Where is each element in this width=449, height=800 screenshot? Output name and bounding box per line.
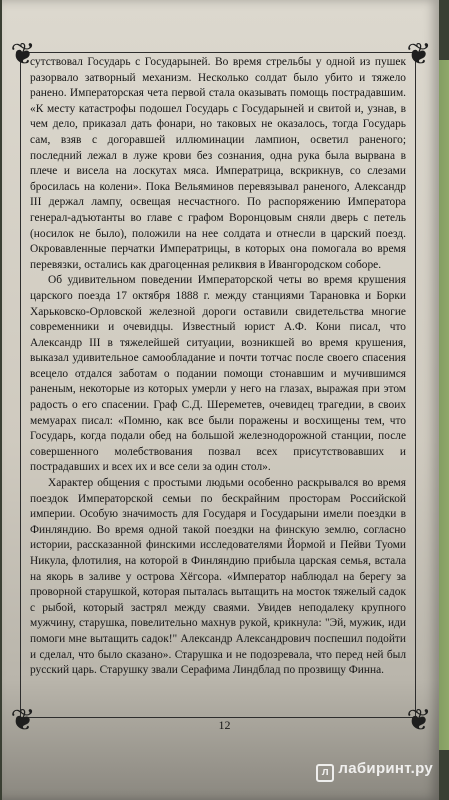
page-number: 12 xyxy=(218,718,231,732)
corner-ornament-icon: ❦ xyxy=(10,38,36,71)
corner-ornament-icon: ❦ xyxy=(10,704,36,737)
book-page xyxy=(2,0,439,800)
labirint-logo-icon: л xyxy=(316,764,334,782)
body-text xyxy=(30,55,406,679)
paragraph: Об удивительном поведении Императорской четы во время крушения царского поезда 17 октября 1888 г. между станциями Тарановка и Борки Харьковско-Орловской железной дороги оставили свидетельства многие современники и очевидцы. Известный юрист А.Ф. Кони писал, что Александр III в тяжелейшей ситуации, возникшей во время крушения, выказал удивительное самообладание и почти тотчас после своего спасения всецело отдался заботам о подании помощи стонавшим и мучившимся раненым, некоторые из которых умерли у него на глазах, выражая при этом радость о его спасении. Граф С.Д. Шереметев, очевидец трагедии, в своих мемуарах писал: «Помню, как все были поражены и восхищены тем, что Государь, когда подали обед на большой железнодорожной станции, после совершенного молебствования позвал всех присутствовавших и пострадавших и всех их и все сели за один стол». xyxy=(30,274,406,474)
watermark xyxy=(316,760,433,782)
corner-ornament-icon: ❦ xyxy=(406,704,432,737)
corner-ornament-icon: ❦ xyxy=(406,38,432,71)
paragraph: Характер общения с простыми людьми особенно раскрывался во время поездок Императорской семьи по бескрайним просторам Российской империи. Особую значимость для Государя и Государыни имели поездки в Финляндию. Во время одной такой поездки на финскую землю, согласно истории, рассказанной финскими исследователями Йормой и Пейви Туоми Никула, флотилия, на которой в Финляндию прибыла царская семья, встала на якорь в заливе у острова Хёгсора. «Император наблюдал на берегу за проворной старушкой, которая пыталась вытащить на мосток тяжелый садок с рыбой, который застрял между сваями. Увидев неподалеку крупного мужчину, старушка, повелительно махнув рукой, крикнула: "Эй, мужик, иди помоги мне вытащить садок!" Александр Александрович поспешил подойти и сделал, что было сказано». Старушка и не подозревала, что перед ней был русский царь. Старушку звали Серафима Линдблад по прозвищу Финна. xyxy=(30,477,406,677)
paragraph: сутствовал Государь с Государыней. Во время стрельбы у одной из пушек разорвало затворный механизм. Несколько солдат было убито и тяжело ранено. Императорская чета первой стала оказывать помощь пострадавшим. «К месту катастрофы подошел Государь с Государыней и свитой и, узнав, в чем дело, приказал дать фонари, но таковых не оказалось, тогда Государь сам, взяв с догоравшей иллюминации лампион, осветил раненого; последний лежал в луже крови без сознания, одна рука была вырвана в плече и висела на лоскутах мяса. Императрица, вскрикнув, со слезами бросилась на колени». Пока Вельяминов перевязывал раненого, Александр III держал лампу, освещая несчастного. По распоряжению Императора генерал-адъютанты во главе с графом Воронцовым сняли дверь с петель (носилок не было), положили на нее солдата и отнесли в царский поезд. Окровавленные перчатки Императрицы, в которых она помогала во время перевязки, остались как драгоценная реликвия в Ивангородском соборе. xyxy=(30,56,406,271)
watermark-text: лабиринт.ру xyxy=(338,760,433,777)
